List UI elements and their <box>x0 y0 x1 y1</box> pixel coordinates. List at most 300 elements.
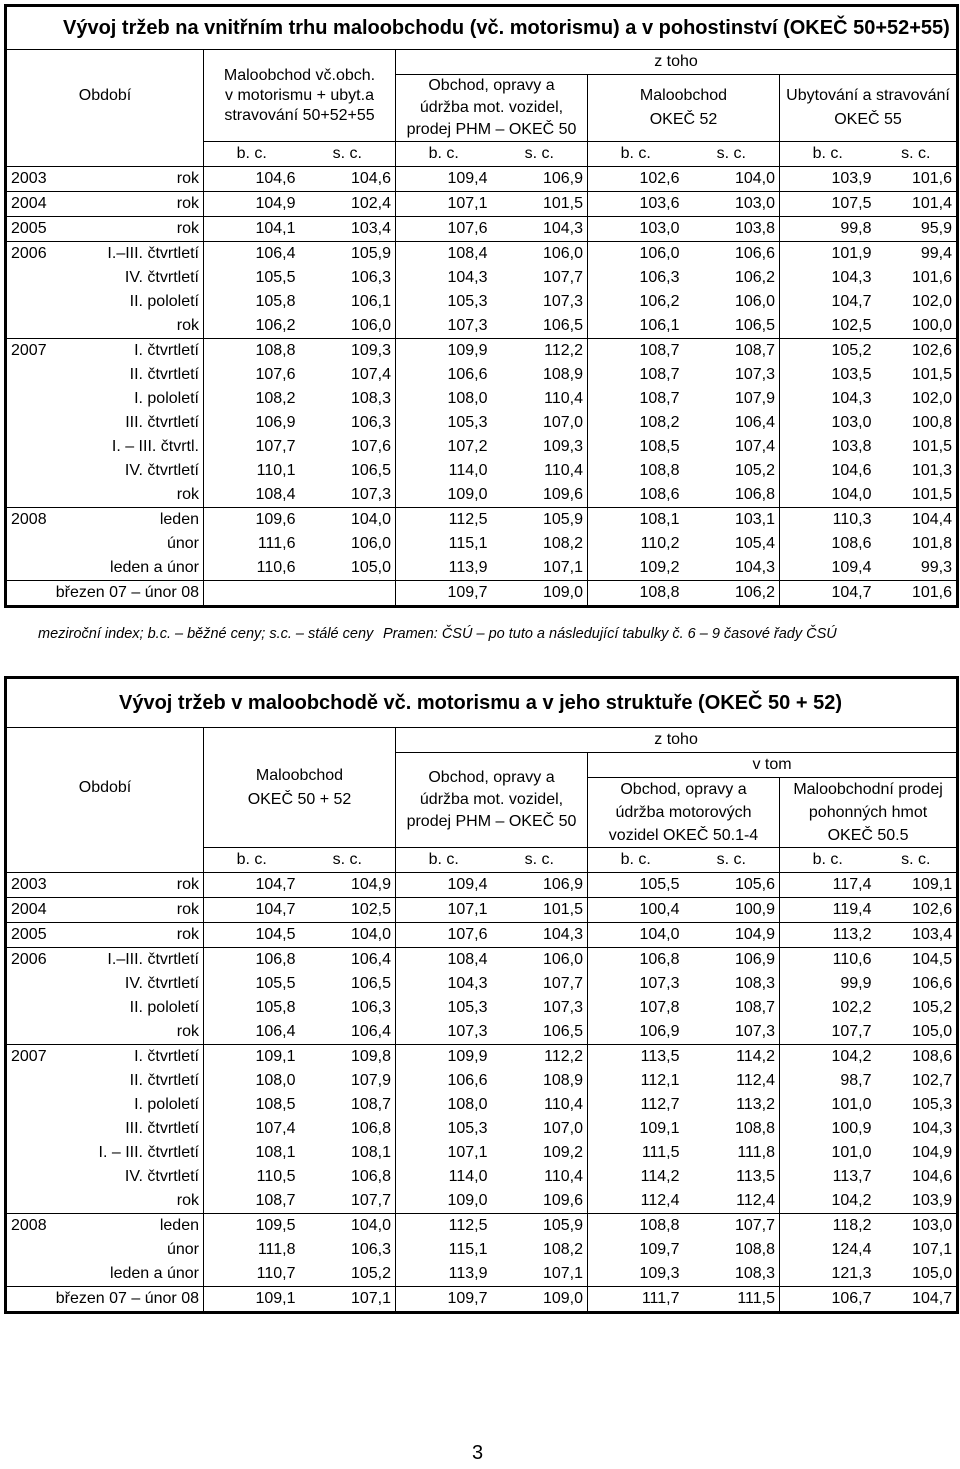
value-cell: 100,9 <box>684 898 780 923</box>
value-cell: 108,0 <box>255 1072 296 1089</box>
row-year <box>6 435 78 459</box>
value-cell: 109,0 <box>447 1192 488 1209</box>
value-cell: 99,9 <box>840 975 872 992</box>
row-period: I. pololetí <box>78 1093 204 1117</box>
value-cell: 106,5 <box>684 314 780 339</box>
value-cell: 104,6 <box>204 167 300 192</box>
table-row <box>6 1045 958 1070</box>
row-period: I.–III. čtvrtletí <box>78 242 204 267</box>
col-header-period: Období <box>6 728 204 848</box>
value-cell: 101,6 <box>876 581 958 607</box>
table-row <box>6 1117 958 1141</box>
value-cell: 112,1 <box>640 1072 680 1089</box>
retail-hospitality-table <box>4 4 959 608</box>
table-row <box>6 1287 958 1313</box>
row-year: 2005 <box>6 923 78 948</box>
value-cell: 104,7 <box>204 873 300 898</box>
value-cell <box>204 581 300 607</box>
value-cell: 105,3 <box>447 414 488 431</box>
value-cell: 109,7 <box>396 581 492 607</box>
value-cell: 106,3 <box>300 1238 396 1262</box>
value-cell: 107,3 <box>447 317 488 334</box>
table-row <box>6 1020 958 1045</box>
value-cell: 104,3 <box>831 269 872 286</box>
row-period: leden <box>78 1214 204 1239</box>
value-cell: 101,0 <box>831 1144 872 1161</box>
subheader-row <box>6 848 958 873</box>
row-period: leden a únor <box>78 556 204 581</box>
subheader-constant-prices: s. c. <box>300 142 396 167</box>
value-cell: 110,4 <box>492 459 588 483</box>
col-header-motor-trade: Obchod, opravy a údržba mot. vozidel, prodej PHM – OKEČ 50 <box>396 753 588 848</box>
value-cell: 110,7 <box>256 1265 296 1282</box>
value-cell: 102,2 <box>831 999 872 1016</box>
value-cell: 106,6 <box>447 366 488 383</box>
row-year <box>6 387 78 411</box>
value-cell: 108,4 <box>396 242 492 267</box>
row-year <box>6 290 78 314</box>
value-cell: 108,7 <box>588 339 684 364</box>
page-number: 3 <box>472 1442 484 1464</box>
row-period: I. – III. čtvrtl. <box>78 435 204 459</box>
value-cell: 104,7 <box>204 898 300 923</box>
value-cell: 108,1 <box>255 1144 296 1161</box>
table-row <box>6 1069 958 1093</box>
row-period: II. pololetí <box>78 290 204 314</box>
footnote-source: Pramen: ČSÚ – po tuto a následující tabulky č. 6 – 9 časové řady ČSÚ <box>383 626 837 642</box>
value-cell: 109,0 <box>447 486 488 503</box>
value-cell: 108,7 <box>684 996 780 1020</box>
table-row <box>6 532 958 556</box>
value-cell: 112,2 <box>492 1045 588 1070</box>
table-row <box>6 873 958 898</box>
value-cell: 108,1 <box>300 1141 396 1165</box>
row-year: 2007 <box>6 1045 78 1070</box>
value-cell: 108,6 <box>639 486 680 503</box>
row-period: rok <box>78 898 204 923</box>
value-cell: 108,7 <box>639 390 680 407</box>
value-cell: 112,4 <box>640 1192 680 1209</box>
col-header-retail-total: Maloobchod OKEČ 50 + 52 <box>204 728 396 848</box>
value-cell <box>300 581 396 607</box>
value-cell: 104,9 <box>204 192 300 217</box>
value-cell: 106,0 <box>300 314 396 339</box>
value-cell: 106,2 <box>684 581 780 607</box>
value-cell: 106,1 <box>300 290 396 314</box>
value-cell: 110,4 <box>492 1093 588 1117</box>
value-cell: 105,5 <box>588 873 684 898</box>
value-cell: 104,5 <box>204 923 300 948</box>
value-cell: 101,5 <box>911 366 952 383</box>
value-cell: 104,9 <box>912 1144 953 1161</box>
table-row <box>6 1189 958 1214</box>
value-cell: 105,8 <box>255 999 296 1016</box>
value-cell: 105,3 <box>912 1096 953 1113</box>
value-cell: 112,5 <box>396 508 492 533</box>
value-cell: 105,6 <box>684 873 780 898</box>
value-cell: 112,4 <box>684 1069 780 1093</box>
value-cell: 106,6 <box>912 975 953 992</box>
value-cell: 102,7 <box>912 1072 953 1089</box>
row-year <box>6 459 78 483</box>
value-cell: 108,9 <box>492 1069 588 1093</box>
value-cell: 105,5 <box>255 975 296 992</box>
value-cell: 107,3 <box>492 996 588 1020</box>
value-cell: 105,2 <box>780 339 876 364</box>
row-period: únor <box>78 532 204 556</box>
row-period: IV. čtvrtletí <box>78 266 204 290</box>
value-cell: 114,2 <box>684 1045 780 1070</box>
row-year: 2008 <box>6 1214 78 1239</box>
value-cell: 104,0 <box>300 923 396 948</box>
value-cell: 106,8 <box>204 948 300 973</box>
value-cell: 106,6 <box>447 1072 488 1089</box>
value-cell: 114,0 <box>448 462 488 479</box>
value-cell: 107,3 <box>447 1023 488 1040</box>
value-cell: 106,7 <box>780 1287 876 1313</box>
subheader-current-prices: b. c. <box>780 848 876 873</box>
value-cell: 115,1 <box>448 535 488 552</box>
value-cell: 95,9 <box>876 217 958 242</box>
value-cell: 112,7 <box>640 1096 680 1113</box>
value-cell: 108,8 <box>684 1117 780 1141</box>
row-year: 2003 <box>6 873 78 898</box>
value-cell: 113,9 <box>448 559 488 576</box>
value-cell: 107,6 <box>396 923 492 948</box>
table-row <box>6 923 958 948</box>
value-cell: 104,3 <box>447 975 488 992</box>
value-cell: 101,6 <box>876 167 958 192</box>
table-row <box>6 556 958 581</box>
footnote-legend: meziroční index; b.c. – běžné ceny; s.c. – stálé ceny <box>38 626 374 642</box>
col-header-of-which-detail: v tom <box>588 753 958 778</box>
value-cell: 118,2 <box>780 1214 876 1239</box>
row-period: rok <box>78 923 204 948</box>
subheader-constant-prices: s. c. <box>876 142 958 167</box>
value-cell: 109,5 <box>204 1214 300 1239</box>
value-cell: 111,5 <box>684 1287 780 1313</box>
subheader-current-prices: b. c. <box>588 142 684 167</box>
value-cell: 107,6 <box>255 366 296 383</box>
value-cell: 107,8 <box>639 999 680 1016</box>
value-cell: 102,5 <box>831 317 872 334</box>
value-cell: 108,2 <box>639 414 680 431</box>
row-year <box>6 1238 78 1262</box>
value-cell: 113,7 <box>832 1168 872 1185</box>
subheader-current-prices: b. c. <box>396 848 492 873</box>
row-year <box>6 314 78 339</box>
value-cell: 113,2 <box>684 1093 780 1117</box>
value-cell: 101,9 <box>780 242 876 267</box>
value-cell: 107,1 <box>396 898 492 923</box>
table-row <box>6 192 958 217</box>
value-cell: 113,9 <box>448 1265 488 1282</box>
table-row <box>6 508 958 533</box>
value-cell: 109,2 <box>492 1141 588 1165</box>
value-cell: 105,4 <box>684 532 780 556</box>
value-cell: 113,5 <box>684 1165 780 1189</box>
value-cell: 106,3 <box>300 996 396 1020</box>
table-row <box>6 339 958 364</box>
subheader-constant-prices: s. c. <box>876 848 958 873</box>
value-cell: 114,0 <box>448 1168 488 1185</box>
table-row <box>6 167 958 192</box>
row-period: I.–III. čtvrtletí <box>78 948 204 973</box>
value-cell: 105,9 <box>492 1214 588 1239</box>
value-cell: 105,5 <box>255 269 296 286</box>
value-cell: 108,7 <box>255 1192 296 1209</box>
value-cell: 107,7 <box>300 1189 396 1214</box>
subheader-current-prices: b. c. <box>396 142 492 167</box>
table-row <box>6 242 958 267</box>
value-cell: 109,3 <box>492 435 588 459</box>
value-cell: 104,9 <box>300 873 396 898</box>
row-period: rok <box>78 1020 204 1045</box>
row-year <box>6 996 78 1020</box>
value-cell: 107,6 <box>396 217 492 242</box>
value-cell: 104,3 <box>492 217 588 242</box>
value-cell: 103,4 <box>300 217 396 242</box>
row-year <box>6 411 78 435</box>
row-year: 2004 <box>6 192 78 217</box>
value-cell: 107,1 <box>492 556 588 581</box>
value-cell: 106,8 <box>684 483 780 508</box>
value-cell: 106,1 <box>639 317 680 334</box>
row-year <box>6 1165 78 1189</box>
value-cell: 101,8 <box>911 535 952 552</box>
value-cell: 108,5 <box>255 1096 296 1113</box>
table-row <box>6 483 958 508</box>
value-cell: 108,7 <box>639 366 680 383</box>
value-cell: 111,8 <box>257 1241 296 1258</box>
row-period: II. čtvrtletí <box>78 363 204 387</box>
value-cell: 107,0 <box>492 1117 588 1141</box>
value-cell: 113,5 <box>588 1045 684 1070</box>
value-cell: 104,6 <box>831 462 872 479</box>
value-cell: 111,8 <box>684 1141 780 1165</box>
value-cell: 98,7 <box>840 1072 872 1089</box>
row-period: rok <box>78 1189 204 1214</box>
col-header-motor-trade: Obchod, opravy a údržba mot. vozidel, prodej PHM – OKEČ 50 <box>396 75 588 142</box>
value-cell: 104,2 <box>780 1045 876 1070</box>
value-cell: 106,0 <box>492 948 588 973</box>
row-year <box>6 1117 78 1141</box>
row-period: rok <box>78 217 204 242</box>
table-row <box>6 1141 958 1165</box>
value-cell: 108,6 <box>876 1045 958 1070</box>
value-cell: 110,6 <box>780 948 876 973</box>
row-year <box>6 1069 78 1093</box>
value-cell: 102,5 <box>300 898 396 923</box>
value-cell: 108,4 <box>396 948 492 973</box>
value-cell: 108,8 <box>639 462 680 479</box>
value-cell: 107,7 <box>684 1214 780 1239</box>
value-cell: 108,9 <box>492 363 588 387</box>
value-cell: 108,8 <box>588 581 684 607</box>
value-cell: 108,8 <box>204 339 300 364</box>
value-cell: 103,4 <box>876 923 958 948</box>
value-cell: 105,2 <box>684 459 780 483</box>
value-cell: 114,2 <box>640 1168 680 1185</box>
value-cell: 102,6 <box>588 167 684 192</box>
value-cell: 106,9 <box>684 948 780 973</box>
value-cell: 106,4 <box>300 948 396 973</box>
value-cell: 108,3 <box>684 1262 780 1287</box>
value-cell: 109,4 <box>831 559 872 576</box>
value-cell: 108,0 <box>447 390 488 407</box>
value-cell: 107,3 <box>300 483 396 508</box>
value-cell: 106,4 <box>684 411 780 435</box>
retail-structure-table <box>4 676 959 1314</box>
value-cell: 109,7 <box>639 1241 680 1258</box>
table-title: Vývoj tržeb na vnitřním trhu maloobchodu (vč. motorismu) a v pohostinství (OKEČ 50+52+55) <box>6 6 958 50</box>
value-cell: 107,4 <box>684 435 780 459</box>
value-cell: 104,7 <box>831 293 872 310</box>
table-row <box>6 387 958 411</box>
row-period: I. – III. čtvrtletí <box>78 1141 204 1165</box>
value-cell: 104,1 <box>204 217 300 242</box>
value-cell: 107,2 <box>447 438 488 455</box>
value-cell: 107,1 <box>396 192 492 217</box>
value-cell: 103,0 <box>684 192 780 217</box>
row-year <box>6 1189 78 1214</box>
value-cell: 105,2 <box>912 999 953 1016</box>
value-cell: 107,4 <box>255 1120 296 1137</box>
value-cell: 106,8 <box>588 948 684 973</box>
value-cell: 111,7 <box>588 1287 684 1313</box>
table-row <box>6 217 958 242</box>
value-cell: 106,6 <box>684 242 780 267</box>
table-row <box>6 435 958 459</box>
col-header-retail: Maloobchod OKEČ 52 <box>588 75 780 142</box>
value-cell: 104,0 <box>831 486 872 503</box>
row-period: I. pololetí <box>78 387 204 411</box>
subheader-current-prices: b. c. <box>588 848 684 873</box>
value-cell: 101,3 <box>911 462 952 479</box>
table-row <box>6 972 958 996</box>
value-cell: 104,3 <box>447 269 488 286</box>
table-row <box>6 581 958 607</box>
value-cell: 105,3 <box>447 1120 488 1137</box>
value-cell: 106,3 <box>300 411 396 435</box>
row-period: rok <box>78 167 204 192</box>
value-cell: 106,0 <box>300 532 396 556</box>
row-year <box>6 266 78 290</box>
value-cell: 103,1 <box>684 508 780 533</box>
value-cell: 108,2 <box>492 532 588 556</box>
value-cell: 104,0 <box>300 508 396 533</box>
col-header-retail-total: Maloobchod vč.obch. v motorismu + ubyt.a stravování 50+52+55 <box>204 50 396 142</box>
value-cell: 101,0 <box>831 1096 872 1113</box>
value-cell: 105,9 <box>492 508 588 533</box>
subheader-current-prices: b. c. <box>204 848 300 873</box>
value-cell: 109,0 <box>492 1287 588 1313</box>
value-cell: 104,7 <box>780 581 876 607</box>
value-cell: 100,0 <box>911 317 952 334</box>
row-year <box>6 556 78 581</box>
value-cell: 106,9 <box>492 167 588 192</box>
row-period: II. pololetí <box>78 996 204 1020</box>
value-cell: 104,2 <box>831 1192 872 1209</box>
value-cell: 112,5 <box>396 1214 492 1239</box>
subheader-current-prices: b. c. <box>204 142 300 167</box>
value-cell: 110,2 <box>640 535 680 552</box>
subheader-blank <box>6 142 204 167</box>
subheader-current-prices: b. c. <box>780 142 876 167</box>
value-cell: 99,4 <box>876 242 958 267</box>
table-row <box>6 1238 958 1262</box>
value-cell: 103,0 <box>588 217 684 242</box>
value-cell: 108,7 <box>300 1093 396 1117</box>
value-cell: 104,9 <box>684 923 780 948</box>
subheader-row <box>6 142 958 167</box>
row-period: III. čtvrtletí <box>78 411 204 435</box>
row-year <box>6 1141 78 1165</box>
value-cell: 101,5 <box>911 486 952 503</box>
row-year: 2004 <box>6 898 78 923</box>
value-cell: 107,4 <box>300 363 396 387</box>
value-cell: 104,0 <box>588 923 684 948</box>
value-cell: 109,4 <box>396 873 492 898</box>
table-row <box>6 290 958 314</box>
value-cell: 112,4 <box>684 1189 780 1214</box>
value-cell: 106,2 <box>684 266 780 290</box>
value-cell: 108,0 <box>447 1096 488 1113</box>
value-cell: 109,3 <box>300 339 396 364</box>
row-period: III. čtvrtletí <box>78 1117 204 1141</box>
value-cell: 109,3 <box>639 1265 680 1282</box>
value-cell: 107,1 <box>300 1287 396 1313</box>
table-title: Vývoj tržeb v maloobchodě vč. motorismu a v jeho struktuře (OKEČ 50 + 52) <box>119 692 842 714</box>
value-cell: 102,6 <box>876 898 958 923</box>
value-cell: 107,3 <box>492 290 588 314</box>
value-cell: 107,9 <box>300 1069 396 1093</box>
value-cell: 106,0 <box>492 242 588 267</box>
row-year: 2005 <box>6 217 78 242</box>
value-cell: 109,1 <box>204 1287 300 1313</box>
row-period: rok <box>78 483 204 508</box>
value-cell: 108,6 <box>831 535 872 552</box>
value-cell: 108,1 <box>588 508 684 533</box>
value-cell: 104,7 <box>876 1287 958 1313</box>
row-period: II. čtvrtletí <box>78 1069 204 1093</box>
row-year: 2006 <box>6 948 78 973</box>
table-row <box>6 314 958 339</box>
value-cell: 107,5 <box>780 192 876 217</box>
row-period: březen 07 – únor 08 <box>6 581 204 607</box>
row-period: rok <box>78 873 204 898</box>
value-cell: 107,1 <box>447 1144 488 1161</box>
value-cell: 109,1 <box>639 1120 680 1137</box>
subheader-constant-prices: s. c. <box>492 848 588 873</box>
value-cell: 103,0 <box>876 1214 958 1239</box>
value-cell: 106,4 <box>300 1020 396 1045</box>
value-cell: 107,1 <box>492 1262 588 1287</box>
value-cell: 110,4 <box>492 387 588 411</box>
value-cell: 106,9 <box>255 414 296 431</box>
value-cell: 110,1 <box>256 462 296 479</box>
value-cell: 105,0 <box>300 556 396 581</box>
value-cell: 109,9 <box>396 339 492 364</box>
value-cell: 105,3 <box>447 999 488 1016</box>
value-cell: 104,6 <box>300 167 396 192</box>
value-cell: 104,0 <box>300 1214 396 1239</box>
table-row <box>6 1165 958 1189</box>
subheader-constant-prices: s. c. <box>684 848 780 873</box>
value-cell: 107,7 <box>492 266 588 290</box>
value-cell: 102,0 <box>911 390 952 407</box>
value-cell: 103,8 <box>684 217 780 242</box>
